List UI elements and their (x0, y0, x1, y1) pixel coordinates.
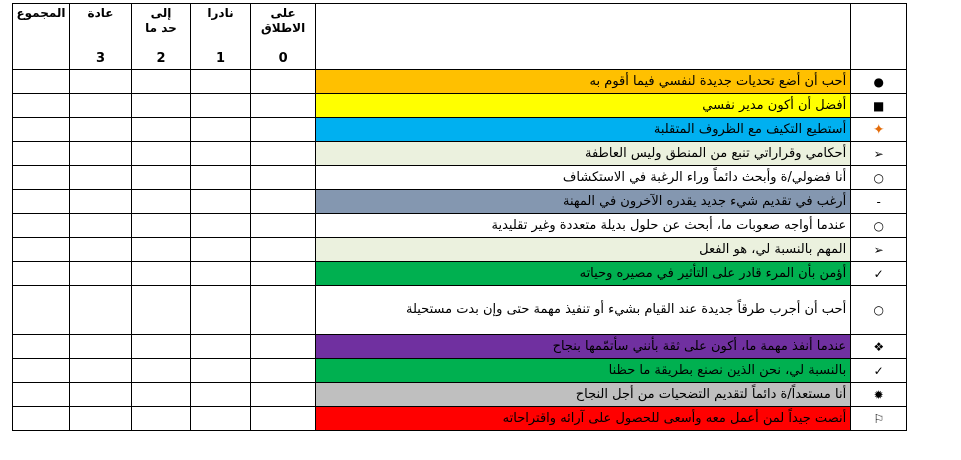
usually-cell[interactable] (70, 190, 132, 214)
sometimes-cell[interactable] (132, 214, 191, 238)
table-row (13, 383, 907, 407)
rarely-cell[interactable] (191, 70, 251, 94)
bullet-cell (851, 118, 907, 142)
diamond-cluster-bullet-icon: ❖ (873, 339, 885, 354)
usually-cell[interactable] (70, 166, 132, 190)
table-row (13, 142, 907, 166)
total-cell[interactable] (13, 359, 70, 383)
statement-text: أنصت جيداً لمن أعمل معه وأسعى للحصول على آرائه واقتراحاته (316, 407, 851, 431)
usually-cell[interactable] (70, 262, 132, 286)
sometimes-cell[interactable] (132, 166, 191, 190)
header-statement-cell (316, 4, 851, 70)
bullet-cell (851, 407, 907, 431)
total-cell[interactable] (13, 70, 70, 94)
sometimes-cell[interactable] (132, 286, 191, 335)
sometimes-cell[interactable] (132, 190, 191, 214)
usually-cell[interactable] (70, 70, 132, 94)
questionnaire-sheet (12, 3, 907, 431)
total-cell[interactable] (13, 238, 70, 262)
usually-cell[interactable] (70, 383, 132, 407)
total-cell[interactable] (13, 335, 70, 359)
usually-cell[interactable] (70, 335, 132, 359)
total-cell[interactable] (13, 166, 70, 190)
bullet-cell (851, 166, 907, 190)
filled-circle-bullet-icon: ● (873, 74, 884, 89)
rarely-cell[interactable] (191, 166, 251, 190)
total-cell[interactable] (13, 262, 70, 286)
rarely-cell[interactable] (191, 190, 251, 214)
statement-text: أؤمن بأن المرء قادر على التأثير في مصيره وحياته (316, 262, 851, 286)
sometimes-cell[interactable] (132, 335, 191, 359)
bullet-cell (851, 262, 907, 286)
table-row (13, 166, 907, 190)
questionnaire-table (12, 3, 907, 431)
header-sometimes: إلى حد ما 2 (132, 4, 191, 70)
usually-cell[interactable] (70, 407, 132, 431)
statement-text: أفضل أن أكون مدير نفسي (316, 94, 851, 118)
sometimes-cell[interactable] (132, 94, 191, 118)
never-cell[interactable] (251, 286, 316, 335)
total-cell[interactable] (13, 118, 70, 142)
usually-cell[interactable] (70, 94, 132, 118)
never-cell[interactable] (251, 142, 316, 166)
bullet-cell (851, 190, 907, 214)
statement-text: أحب أن أضع تحديات جديدة لنفسي فيما أقوم به (316, 70, 851, 94)
statement-text: عندما أنفذ مهمة ما، أكون على ثقة بأنني سأتمّمها بنجاح (316, 335, 851, 359)
bullet-cell (851, 94, 907, 118)
never-cell[interactable] (251, 94, 316, 118)
header-row (13, 4, 907, 70)
table-row (13, 407, 907, 431)
header-never: على الاطلاق 0 (251, 4, 316, 70)
rarely-cell[interactable] (191, 238, 251, 262)
hollow-circle-bullet-icon: ○ (873, 218, 884, 233)
rarely-cell[interactable] (191, 214, 251, 238)
never-cell[interactable] (251, 383, 316, 407)
rarely-cell[interactable] (191, 383, 251, 407)
bullet-cell (851, 214, 907, 238)
rarely-cell[interactable] (191, 118, 251, 142)
table-row (13, 70, 907, 94)
never-cell[interactable] (251, 238, 316, 262)
table-row (13, 118, 907, 142)
statement-text: بالنسبة لي، نحن الذين نصنع بطريقة ما حظنا (316, 359, 851, 383)
sun-bullet-icon: ✹ (873, 387, 884, 402)
header-total: المجموع (13, 4, 70, 70)
usually-cell[interactable] (70, 238, 132, 262)
header-usually: عادة 3 (70, 4, 132, 70)
bullet-cell (851, 359, 907, 383)
never-cell[interactable] (251, 190, 316, 214)
bullet-cell (851, 142, 907, 166)
bullet-cell (851, 238, 907, 262)
statement-text: أرغب في تقديم شيء جديد يقدره الآخرون في المهنة (316, 190, 851, 214)
color-star-bullet-icon: ✦ (872, 121, 885, 138)
rarely-cell[interactable] (191, 335, 251, 359)
statement-text: أنا فضولي/ة وأبحث دائماً وراء الرغبة في الاستكشاف (316, 166, 851, 190)
never-cell[interactable] (251, 118, 316, 142)
total-cell[interactable] (13, 214, 70, 238)
total-cell[interactable] (13, 383, 70, 407)
rarely-cell[interactable] (191, 359, 251, 383)
checkmark-bullet-icon: ✓ (873, 363, 884, 378)
never-cell[interactable] (251, 166, 316, 190)
sometimes-cell[interactable] (132, 359, 191, 383)
total-cell[interactable] (13, 142, 70, 166)
total-cell[interactable] (13, 94, 70, 118)
checkmark-bullet-icon: ✓ (873, 266, 884, 281)
table-row (13, 286, 907, 335)
table-row (13, 214, 907, 238)
never-cell[interactable] (251, 407, 316, 431)
usually-cell[interactable] (70, 142, 132, 166)
flag-bullet-icon: ⚐ (873, 411, 885, 426)
never-cell[interactable] (251, 335, 316, 359)
never-cell[interactable] (251, 359, 316, 383)
statement-text: عندما أواجه صعوبات ما، أبحث عن حلول بديلة متعددة وغير تقليدية (316, 214, 851, 238)
sometimes-cell[interactable] (132, 70, 191, 94)
filled-square-bullet-icon: ■ (873, 98, 885, 113)
never-cell[interactable] (251, 70, 316, 94)
rarely-cell[interactable] (191, 286, 251, 335)
sometimes-cell[interactable] (132, 383, 191, 407)
bullet-cell (851, 70, 907, 94)
sometimes-cell[interactable] (132, 262, 191, 286)
statement-text: المهم بالنسبة لي، هو الفعل (316, 238, 851, 262)
rarely-cell[interactable] (191, 142, 251, 166)
sometimes-cell[interactable] (132, 407, 191, 431)
rarely-cell[interactable] (191, 262, 251, 286)
sometimes-cell[interactable] (132, 238, 191, 262)
usually-cell[interactable] (70, 286, 132, 335)
table-row (13, 262, 907, 286)
never-cell[interactable] (251, 262, 316, 286)
table-row (13, 238, 907, 262)
statement-text: أستطيع التكيف مع الظروف المتقلبة (316, 118, 851, 142)
table-row (13, 190, 907, 214)
statement-text: أنا مستعداً/ة دائماً لتقديم التضحيات من أجل النجاح (316, 383, 851, 407)
table-row (13, 335, 907, 359)
header-bullet-cell (851, 4, 907, 70)
statement-text: أحكامي وقراراتي تنبع من المنطق وليس العاطفة (316, 142, 851, 166)
never-cell[interactable] (251, 214, 316, 238)
usually-cell[interactable] (70, 118, 132, 142)
hollow-circle-bullet-icon: ○ (873, 170, 884, 185)
statement-text: أحب أن أجرب طرقاً جديدة عند القيام بشيء أو تنفيذ مهمة حتى وإن بدت مستحيلة (316, 286, 851, 335)
hollow-circle-bullet-icon: ○ (873, 303, 884, 317)
total-cell[interactable] (13, 190, 70, 214)
total-cell[interactable] (13, 407, 70, 431)
header-rarely: نادرا 1 (191, 4, 251, 70)
table-row (13, 94, 907, 118)
sometimes-cell[interactable] (132, 142, 191, 166)
table-row (13, 359, 907, 383)
bullet-cell (851, 383, 907, 407)
rarely-cell[interactable] (191, 94, 251, 118)
usually-cell[interactable] (70, 359, 132, 383)
dash-bullet-icon: - (876, 194, 881, 209)
bullet-cell (851, 286, 907, 335)
bullet-cell (851, 335, 907, 359)
sometimes-cell[interactable] (132, 118, 191, 142)
usually-cell[interactable] (70, 214, 132, 238)
rarely-cell[interactable] (191, 407, 251, 431)
arrowhead-bullet-icon: ➢ (873, 242, 884, 257)
total-cell[interactable] (13, 286, 70, 335)
arrowhead-bullet-icon: ➢ (873, 146, 884, 161)
